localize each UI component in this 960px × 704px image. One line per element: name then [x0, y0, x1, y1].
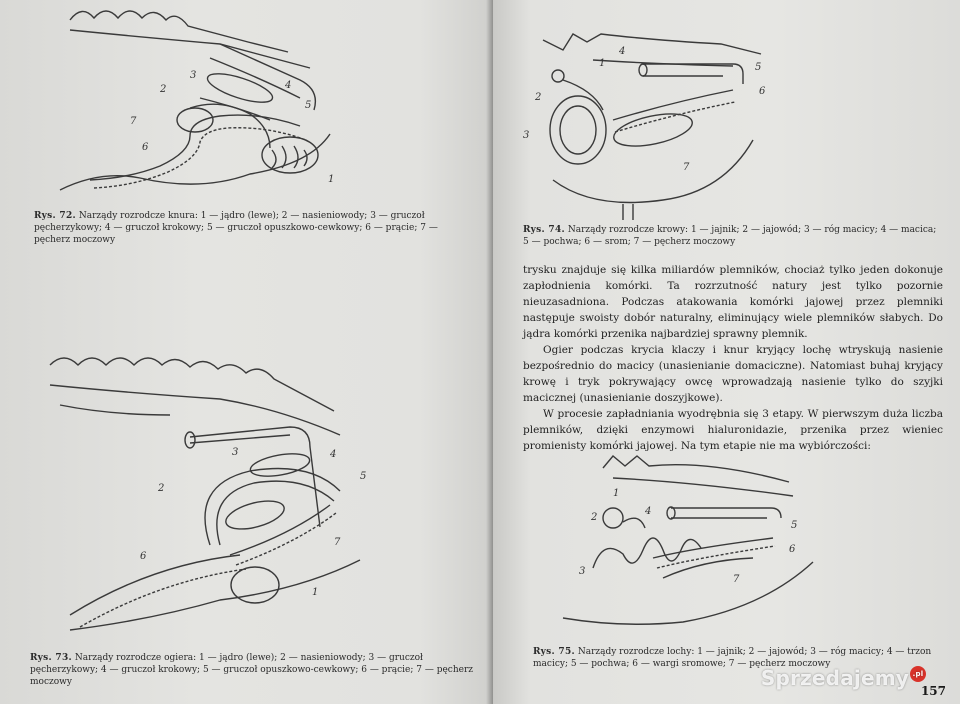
- fig72-label-7: 7: [130, 116, 137, 127]
- figure-73-number: Rys. 73.: [30, 653, 72, 663]
- figure-72-caption: [34, 210, 474, 246]
- fig74-label-6: 6: [759, 86, 766, 97]
- fig74-label-3: 3: [523, 130, 530, 141]
- figure-75-number: Rys. 75.: [533, 647, 575, 657]
- fig75-label-1: 1: [613, 488, 620, 499]
- fig74-label-1: 1: [599, 58, 606, 69]
- fig73-label-5: 5: [360, 471, 367, 482]
- fig75-label-7: 7: [733, 574, 740, 585]
- figure-75-caption-text: Narządy rozrodcze lochy: 1 — jajnik; 2 — jajowód; 3 — róg macicy; 4 — trzon macicy; 5 — pochwa; 6 — wargi sromowe; 7 — pęcherz moczowy: [533, 647, 932, 669]
- watermark-text: Sprzedajemy: [760, 666, 909, 690]
- figure-73-svg: [40, 345, 370, 635]
- figure-73-stallion-diagram: [40, 345, 370, 635]
- fig74-label-4: 4: [619, 46, 626, 57]
- fig74-label-2: 2: [535, 92, 542, 103]
- fig72-label-1: 1: [328, 174, 335, 185]
- watermark-pl-badge: .pl: [910, 666, 926, 682]
- fig73-label-7: 7: [334, 537, 341, 548]
- right-page: [493, 0, 960, 704]
- figure-72-svg: [50, 0, 340, 200]
- fig73-label-2: 2: [158, 483, 165, 494]
- fig72-label-3: 3: [190, 70, 197, 81]
- figure-74-cow-diagram: [523, 20, 773, 220]
- fig74-label-7: 7: [683, 162, 690, 173]
- figure-74-caption-text: Narządy rozrodcze krowy: 1 — jajnik; 2 — jajowód; 3 — róg macicy; 4 — macica; 5 — pochwa; 6 — srom; 7 — pęcherz moczowy: [523, 225, 937, 247]
- fig72-label-4: 4: [285, 80, 292, 91]
- figure-74-caption: [523, 224, 943, 248]
- figure-73-caption-text: Narządy rozrodcze ogiera: 1 — jądro (lewe); 2 — nasieniowody; 3 — gruczoł pęcherzykowy; 4 — gruczoł krokowy; 5 — gruczoł opuszkowo-cewkowy; 6 — prącie; 7 — pęcherz moczowy: [30, 653, 473, 687]
- fig73-label-1: 1: [312, 587, 319, 598]
- fig75-label-6: 6: [789, 544, 796, 555]
- fig74-label-5: 5: [755, 62, 762, 73]
- figure-75-svg: [553, 448, 823, 628]
- figure-74-number: Rys. 74.: [523, 225, 565, 235]
- main-text-block: [523, 262, 943, 454]
- fig72-label-2: 2: [160, 84, 167, 95]
- figure-73-caption: [30, 652, 480, 688]
- fig73-label-4: 4: [330, 449, 337, 460]
- fig72-label-6: 6: [142, 142, 149, 153]
- figure-75-sow-diagram: [553, 448, 823, 628]
- watermark-logo: [761, 666, 926, 690]
- fig72-label-5: 5: [305, 100, 312, 111]
- figure-72-boar-diagram: [50, 0, 340, 200]
- figure-74-svg: [523, 20, 773, 220]
- figure-72-number: Rys. 72.: [34, 211, 76, 221]
- fig73-label-3: 3: [232, 447, 239, 458]
- paragraph-3: W procesie zapładniania wyodrębnia się 3 etapy. W pierwszym duża liczba plemników, dzięki enzymowi hialuronidazie, przenika przez wieniec promienisty komórki jajowej. Na tym etapie nie ma wybiórczości:: [523, 408, 943, 452]
- page-number: 157: [920, 684, 946, 698]
- fig75-label-3: 3: [579, 566, 586, 577]
- paragraph-1: trysku znajduje się kilka miliardów plemników, chociaż tylko jeden dokonuje zapłodnienia komórki. Ta rozrzutność natury jest tylko pozornie nieuzasadniona. Podczas atakowania komórki jajowej przez plemniki następuje swoisty dobór naturalny, eliminujący wiele plemników słabych. Do jądra komórki przenika najbardziej sprawny plemnik.: [523, 264, 943, 340]
- paragraph-2: Ogier podczas krycia klaczy i knur kryjący lochę wtryskują nasienie bezpośrednio do macicy (unasienianie domaciczne). Natomiast buhaj kryjący krowę i tryk pokrywający owcę wprowadzają nasienie tylko do szyjki macicznej (unasienianie doszyjkowe).: [523, 344, 943, 404]
- fig75-label-4: 4: [645, 506, 652, 517]
- fig73-label-6: 6: [140, 551, 147, 562]
- fig75-label-2: 2: [591, 512, 598, 523]
- fig75-label-5: 5: [791, 520, 798, 531]
- figure-72-caption-text: Narządy rozrodcze knura: 1 — jądro (lewe); 2 — nasieniowody; 3 — gruczoł pęcherzykowy; 4 — gruczoł krokowy; 5 — gruczoł opuszkowo-cewkowy; 6 — prącie; 7 — pęcherz moczowy: [34, 211, 438, 245]
